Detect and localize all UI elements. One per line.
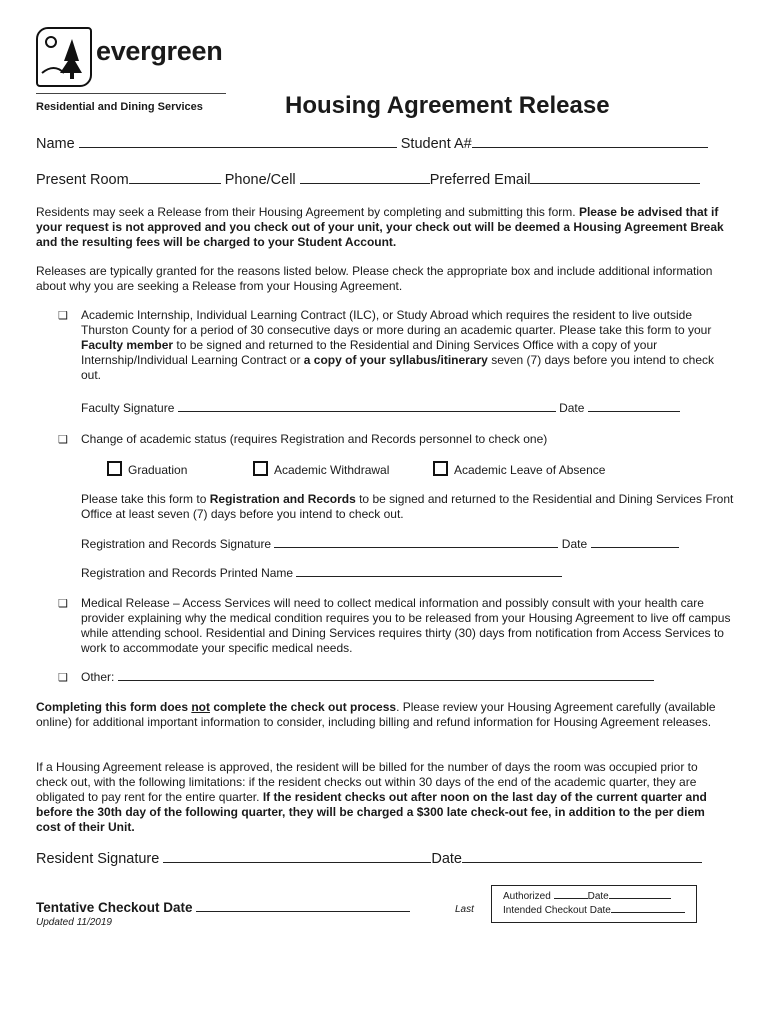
reg-signature-label: Registration and Records Signature [81,537,272,551]
name-row [36,134,708,152]
authorized-date-field[interactable] [609,889,671,899]
reg-printed-field[interactable] [296,566,562,577]
other-label: Other: [81,670,115,684]
checkbox-other[interactable]: ❑ [58,672,68,684]
reg-printed-label: Registration and Records Printed Name [81,566,294,580]
student-id-field[interactable] [472,134,708,148]
intended-checkout-field[interactable] [611,903,685,913]
name-label: Name [36,136,75,152]
authorized-field[interactable] [554,889,588,899]
page-title: Housing Agreement Release [285,92,610,119]
opt1-text3: seven (7) days before you intend to check out. [81,353,714,382]
withdrawal-checkbox[interactable] [253,461,268,476]
leave-checkbox[interactable] [433,461,448,476]
completion-not: not [191,700,210,714]
checkbox-academic-status[interactable]: ❑ [58,434,68,446]
reg-signature-field[interactable] [274,537,558,548]
billing-text: If a Housing Agreement release is approved, the resident will be billed for the number of days the room was occupied prior to check out, with the following limitations: if the resident checks out within 30 days of the end of the academic quarter, they are obligated to pay rent for the entire quarter. [36,760,698,804]
intended-checkout-row [503,903,696,917]
opt1-syllabus: a copy of your syllabus/itinerary [303,353,488,367]
room-field[interactable] [129,170,221,184]
reasons-paragraph: Releases are typically granted for the reasons listed below. Please check the appropriate box and include additional information about why you are seeking a Release from your Housing Agreement. [36,264,713,293]
checkbox-internship[interactable]: ❑ [58,310,68,322]
tentative-checkout-row [36,900,410,915]
intended-checkout-label: Intended Checkout Date [503,905,611,916]
registration-instructions [81,492,741,522]
student-id-label: Student A# [400,136,472,152]
graduation-checkbox[interactable] [107,461,122,476]
choice-withdrawal[interactable] [253,461,389,478]
reg-date-label: Date [561,537,588,551]
resident-date-field[interactable] [462,849,702,863]
billing-warning: If the resident checks out after noon on the last day of the current quarter and before the 30th day of the following quarter, they will be charged a $300 late check-out fee, in addition to the per diem cost of their Unit. [36,790,707,834]
tentative-checkout-field[interactable] [196,900,410,912]
option-academic-status: Change of academic status (requires Registration and Records personnel to check one) [81,432,548,446]
intro-text: Residents may seek a Release from their Housing Agreement by completing and submitting this form. [36,205,579,219]
evergreen-logo-mark [36,27,92,87]
opt1-faculty: Faculty member [81,338,174,352]
faculty-signature-field[interactable] [178,401,556,412]
choice-graduation[interactable] [107,461,187,478]
authorized-row [503,889,696,903]
authorized-date-label: Date [587,891,609,902]
resident-signature-row [36,849,702,867]
completion-text-a: Completing this form does [36,700,192,714]
contact-row [36,170,700,188]
choice-leave[interactable] [433,461,605,478]
option-internship [81,308,731,383]
leave-label: Academic Leave of Absence [454,463,606,477]
resident-signature-field[interactable] [163,849,431,863]
department-name: Residential and Dining Services [36,101,203,113]
registration-signature-row [81,537,679,552]
reg-text: Please take this form to [81,492,210,506]
room-label: Present Room [36,172,129,188]
reg-date-field[interactable] [591,537,679,548]
opt1-text2: to be signed and returned to the Residential and Dining Services Office with a copy of your Internship/Individual Learning Contract or [81,338,658,367]
resident-signature-label: Resident Signature [36,851,160,867]
reg-text2: to be signed and returned to the Residential and Dining Services Front Office at least seven (7) days before you intend to check out. [81,492,734,521]
logo-wordmark: evergreen [96,36,223,66]
faculty-date-label: Date [559,401,585,415]
option-medical: Medical Release – Access Services will need to collect medical information and possibly consult with your health care provider explaining why the medical condition requires you to be released from your Housing Agreement to live off campus while attending school. Residential and Dining Services requires thirty (30) days from notification from Access Services to work to accommodate your specific medical needs. [81,596,731,655]
opt1-text: Academic Internship, Individual Learning Contract (ILC), or Study Abroad which requires the resident to live outside Thurston County for a period of 30 consecutive days or more during an academic quarter. Please take this form to your [81,308,712,337]
faculty-date-field[interactable] [588,401,680,412]
other-field[interactable] [118,670,654,681]
graduation-label: Graduation [128,463,188,477]
resident-date-label: Date [431,851,462,867]
office-use-box [491,885,697,923]
authorized-label: Authorized [503,891,551,902]
reg-office: Registration and Records [209,492,356,506]
completion-note [36,700,728,730]
faculty-signature-row [81,401,680,416]
tree-icon [38,29,90,85]
logo-divider [36,93,226,94]
updated-note: Updated 11/2019 [36,917,112,928]
phone-field[interactable] [300,170,430,184]
withdrawal-label: Academic Withdrawal [274,463,390,477]
registration-printed-row [81,566,562,581]
tentative-checkout-label: Tentative Checkout Date [36,900,193,915]
option-other [81,670,654,685]
phone-label: Phone/Cell [224,172,296,188]
billing-paragraph [36,760,732,835]
faculty-signature-label: Faculty Signature [81,401,175,415]
intro-paragraph [36,205,726,250]
email-label: Preferred Email [429,172,531,188]
name-field[interactable] [79,134,397,148]
checkbox-medical[interactable]: ❑ [58,598,68,610]
completion-text-c: complete the check out process [210,700,397,714]
last-label: Last [455,904,474,915]
completion-text-d: . Please review your Housing Agreement carefully (available online) for additional important information to consider, including billing and refund information for Housing Agreement releases. [36,700,716,729]
email-field[interactable] [530,170,700,184]
intro-warning: Please be advised that if your request is not approved and you check out of your unit, your check out will be deemed a Housing Agreement Break and the resulting fees will be charged to your Student Account. [36,205,724,249]
